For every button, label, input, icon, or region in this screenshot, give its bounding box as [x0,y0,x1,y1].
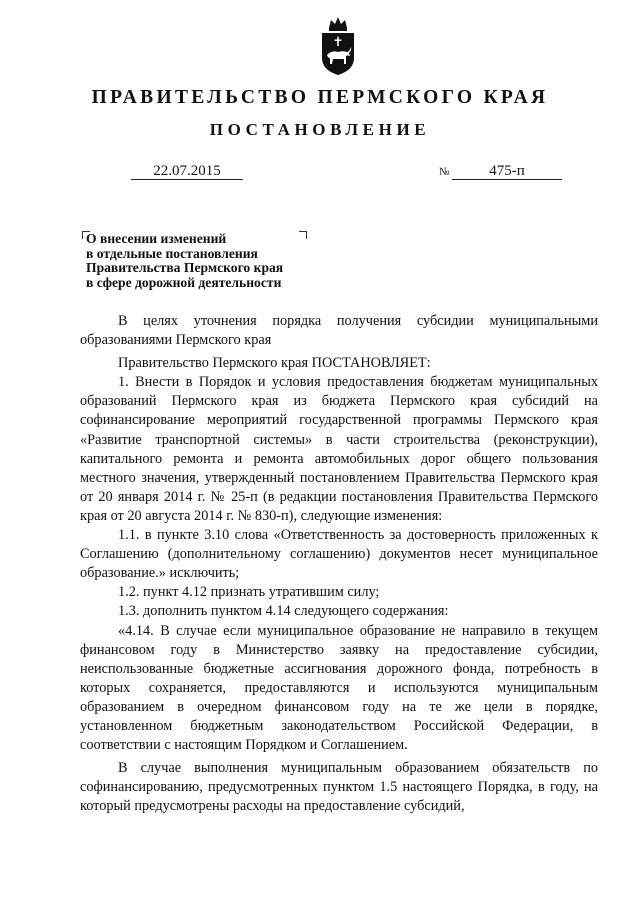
document-subject [86,232,283,290]
item-1-1-paragraph: 1.1. в пункте 3.10 слова «Ответственность за достоверность приложенных к Соглашению (дополнительному соглашению) документов несет муниципальное образование.» исключить; [80,527,598,582]
subject-bracket-right [299,231,307,239]
subject-line: Правительства Пермского края [86,260,284,275]
item-1-paragraph: 1. Внести в Порядок и условия предоставления бюджетам муниципальных образований Пермского края из бюджета Пермского края субсидий на софинансирование мероприятий государственной программы Пермского края «Развитие транспортной системы» в части строительства (реконструкции), капитального ремонта и ремонта автомобильных дорог общего пользования местного значения, утвержденный постановлением Правительства Пермского края от 20 января 2014 г. № 25-п (в редакции постановления Правительства Пермского края от 20 августа 2014 г. № 830-п), следующие изменения: [80,374,598,524]
number-sign: № [439,166,450,178]
decree-paragraph: Правительство Пермского края ПОСТАНОВЛЯЕТ: [118,355,431,372]
item-1-2-paragraph: 1.2. пункт 4.12 признать утратившим силу; [118,584,380,601]
document-type: ПОСТАНОВЛЕНИЕ [209,120,431,139]
document-body [80,312,598,816]
quote-4-14-paragraph: «4.14. В случае если муниципальное образование не направило в текущем финансовом году в Министерство заявку на предоставление субсидии, неиспользованные бюджетные ассигнования дорожного фонда, потребность в которых сохраняется, предоставляются и используются муниципальным образованием в очередном финансовом году на те же цели в порядке, установленном бюджетным законодательством Российской Федерации, в соответствии с настоящим Порядком и Соглашением. [80,622,598,754]
continuation-paragraph: В случае выполнения муниципальным образованием обязательств по софинансированию, предусмотренных пунктом 1.5 настоящего Порядка, в году, на который предусмотрены расходы на предоставление субсидий, [80,760,598,815]
coat-of-arms-icon [318,14,358,78]
document-date: 22.07.2015 [131,163,243,180]
subject-line: в сфере дорожной деятельности [86,274,282,290]
subject-line: в отдельные постановления [86,245,258,261]
government-name: ПРАВИТЕЛЬСТВО ПЕРМСКОГО КРАЯ [91,87,549,108]
preamble-paragraph: В целях уточнения порядка получения субсидии муниципальными образованиями Пермского края [80,313,598,349]
document-number: 475-п [452,163,562,180]
item-1-3-paragraph: 1.3. дополнить пунктом 4.14 следующего содержания: [118,603,449,620]
subject-line: О внесении изменений [86,231,227,246]
